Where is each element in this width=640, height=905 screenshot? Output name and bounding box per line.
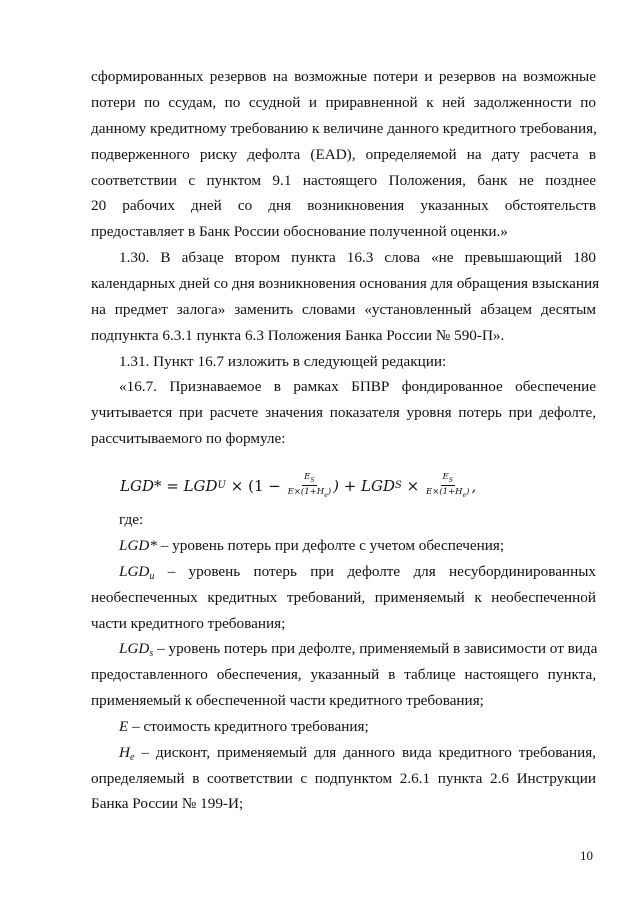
paragraph-line: календарных дней со дня возникновения основания для обращения взыскания	[91, 275, 600, 292]
symbol-sub: s	[149, 648, 154, 659]
def-text: – стоимость кредитного требования;	[128, 718, 369, 735]
paragraph-line: части кредитного требования;	[91, 615, 286, 632]
formula-op: ) + LGD	[333, 476, 396, 495]
symbol: LGD	[119, 640, 150, 657]
frac-den: E×(1+H	[287, 487, 325, 497]
formula-tail: ,	[471, 476, 477, 495]
formula-fraction	[288, 472, 331, 499]
frac-num-sub: S	[310, 477, 315, 484]
symbol: LGD*	[119, 537, 157, 554]
paragraph-line: учитывается при расчете значения показателя уровня потерь при дефолте,	[91, 404, 596, 421]
def-text: – уровень потерь при дефолте для несубординированных	[154, 563, 596, 580]
formula-op: ×	[401, 476, 424, 495]
paragraph-line: потери по ссудам, по ссудной и приравненной к ней задолженности по	[91, 94, 596, 111]
paragraph-line: предоставляет в Банк России обоснование полученной оценки.»	[91, 223, 508, 240]
formula-lhs: LGD* = LGD	[120, 476, 218, 495]
paragraph-line: подпункта 6.3.1 пункта 6.3 Положения Банка России № 590-П».	[91, 327, 505, 344]
paragraph-line: применяемый к обеспеченной части кредитного требования;	[91, 692, 484, 709]
paragraph-line: сформированных резервов на возможные потери и резервов на возможные	[91, 68, 596, 85]
formula-sub: U	[217, 480, 226, 491]
formula-op: × (1 −	[225, 476, 286, 495]
where-label: где:	[119, 511, 144, 528]
paragraph-line: необеспеченных кредитных требований, применяемый к необеспеченной	[91, 589, 596, 606]
frac-den-sub: e	[324, 492, 328, 499]
frac-den: E×(1+H	[425, 487, 463, 497]
symbol-sub: e	[129, 752, 135, 763]
symbol: H	[119, 744, 130, 761]
page-number: 10	[580, 848, 593, 863]
paragraph-line: предоставленного обеспечения, указанный в таблице настоящего пункта,	[91, 666, 596, 683]
def-lgd-star	[119, 538, 596, 553]
paragraph-line: 20 рабочих дней со дня возникновения указанных обстоятельств	[91, 197, 596, 214]
frac-den-sub: e	[462, 492, 467, 499]
formula-fraction	[426, 472, 469, 499]
def-lgds	[119, 641, 596, 659]
frac-num: E	[304, 472, 311, 482]
paragraph-line: «16.7. Признаваемое в рамках БПВР фондированное обеспечение	[119, 378, 596, 395]
paragraph-line: соответствии с пунктом 9.1 настоящего Положения, банк не позднее	[91, 172, 596, 189]
def-lgdu	[119, 564, 596, 582]
paragraph-line: подверженного риску дефолта (EAD), определяемой на дату расчета в	[91, 146, 596, 163]
paragraph-line: Банка России № 199-И;	[91, 795, 244, 812]
paragraph-line: на предмет залога» заменить словами «установленный абзацем десятым	[91, 301, 596, 318]
def-e	[119, 719, 596, 734]
paragraph-line: определяемый в соответствии с подпунктом 2.6.1 пункта 2.6 Инструкции	[91, 770, 596, 787]
frac-den-end: )	[466, 487, 470, 497]
symbol-sub: u	[149, 571, 155, 582]
frac-den-end: )	[327, 487, 332, 497]
def-text: – уровень потерь при дефолте с учетом обеспечения;	[156, 537, 505, 554]
lgd-formula	[120, 472, 476, 499]
def-he	[119, 745, 596, 763]
symbol: E	[119, 718, 129, 735]
symbol: LGD	[119, 563, 150, 580]
def-text: – уровень потерь при дефолте, применяемый в зависимости от вида	[153, 640, 598, 657]
paragraph-line: данному кредитному требованию к величине данного кредитного требования,	[91, 120, 597, 137]
def-text: – дисконт, применяемый для данного вида кредитного требования,	[134, 744, 596, 761]
paragraph-line: 1.30. В абзаце втором пункта 16.3 слова «не превышающий 180	[119, 249, 596, 266]
paragraph-line: 1.31. Пункт 16.7 изложить в следующей редакции:	[119, 353, 447, 370]
frac-num-sub: S	[448, 477, 453, 484]
frac-num: E	[442, 472, 449, 482]
formula-sub: S	[395, 480, 402, 491]
paragraph-line: рассчитываемого по формуле:	[91, 430, 286, 447]
